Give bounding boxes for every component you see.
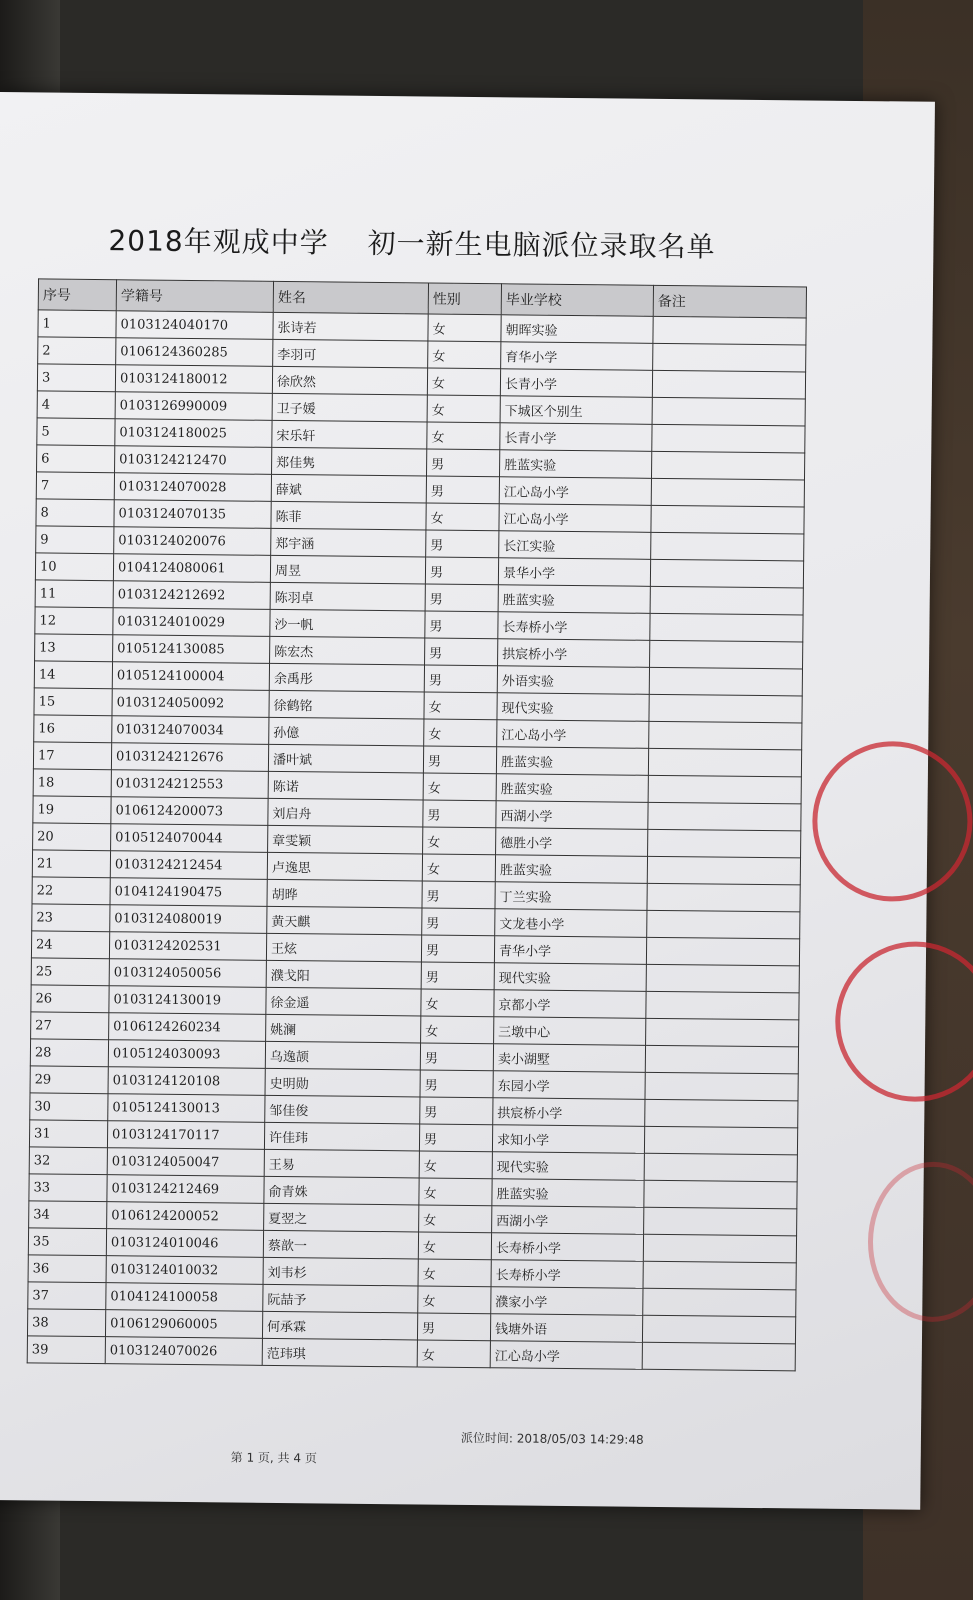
cell-name: 胡晔 [267,879,422,908]
cell-remarks [650,586,803,615]
cell-name: 王易 [264,1149,419,1178]
cell-gender: 男 [425,584,498,612]
header-student-id: 学籍号 [116,280,273,313]
cell-school: 长青小学 [500,423,652,452]
cell-seq: 36 [28,1255,106,1283]
cell-gender: 女 [417,1340,490,1368]
cell-gender: 女 [419,1151,492,1179]
header-school: 毕业学校 [501,284,653,317]
cell-remarks [644,1207,797,1236]
cell-student-id: 0105124130085 [113,635,270,664]
cell-school: 长寿桥小学 [491,1233,643,1262]
cell-school: 西湖小学 [492,1206,644,1235]
cell-gender: 女 [418,1259,491,1287]
cell-school: 求知小学 [492,1125,644,1154]
cell-student-id: 0103124170117 [107,1121,264,1150]
cell-gender: 女 [427,395,500,423]
cell-remarks [643,1234,796,1263]
cell-name: 刘启舟 [268,798,423,827]
cell-remarks [643,1261,796,1290]
cell-gender: 女 [419,1178,492,1206]
cell-student-id: 0103124130019 [109,986,266,1015]
cell-seq: 3 [37,364,115,392]
cell-gender: 女 [428,314,501,342]
cell-name: 何承霖 [262,1311,417,1340]
cell-seq: 31 [29,1120,107,1148]
cell-name: 陈诺 [268,771,423,800]
cell-school: 长寿桥小学 [491,1260,643,1289]
cell-seq: 5 [37,418,115,446]
cell-seq: 22 [32,877,110,905]
cell-seq: 33 [29,1174,107,1202]
cell-seq: 8 [36,499,114,527]
cell-name: 濮戈阳 [266,960,421,989]
cell-remarks [648,748,801,777]
cell-school: 江心岛小学 [497,720,649,749]
header-seq: 序号 [38,279,116,311]
document-page [0,92,935,1510]
cell-remarks [644,1153,797,1182]
cell-student-id: 0103124080019 [110,905,267,934]
cell-remarks [651,505,804,534]
official-seal [812,741,973,903]
cell-gender: 女 [421,989,494,1017]
cell-remarks [645,1099,798,1128]
cell-student-id: 0103124212553 [111,770,268,799]
cell-school: 胜蓝实验 [499,450,651,479]
cell-name: 邹佳俊 [265,1095,420,1124]
cell-name: 徐欣然 [272,366,427,395]
cell-remarks [646,1018,799,1047]
cell-school: 青华小学 [494,936,646,965]
cell-student-id: 0103124010029 [113,608,270,637]
cell-gender: 女 [423,773,496,801]
cell-student-id: 0103126990009 [115,392,272,421]
cell-remarks [650,559,803,588]
cell-seq: 29 [30,1066,108,1094]
cell-school: 卖小湖墅 [493,1044,645,1073]
cell-student-id: 0103124212470 [115,446,272,475]
cell-student-id: 0106124200073 [111,797,268,826]
cell-seq: 13 [35,634,113,662]
cell-seq: 34 [29,1201,107,1229]
cell-school: 东园小学 [493,1071,645,1100]
cell-name: 张诗若 [273,312,428,341]
cell-remarks [652,424,805,453]
cell-remarks [645,1045,798,1074]
cell-seq: 26 [31,985,109,1013]
cell-student-id: 0106124260234 [109,1013,266,1042]
cell-seq: 32 [29,1147,107,1175]
cell-gender: 男 [426,530,499,558]
cell-school: 丁兰实验 [495,882,647,911]
cell-name: 宋乐轩 [272,420,427,449]
cell-school: 胜蓝实验 [498,585,650,614]
cell-seq: 4 [37,391,115,419]
cell-seq: 28 [30,1039,108,1067]
cell-name: 阮喆予 [263,1284,418,1313]
cell-student-id: 0106129060005 [105,1310,262,1339]
cell-seq: 11 [35,580,113,608]
cell-gender: 女 [427,422,500,450]
cell-name: 沙一帆 [270,609,425,638]
cell-remarks [642,1315,795,1344]
cell-gender: 男 [427,449,500,477]
cell-school: 拱宸桥小学 [498,639,650,668]
cell-gender: 男 [420,1070,493,1098]
cell-student-id: 0104124190475 [110,878,267,907]
cell-gender: 女 [418,1232,491,1260]
cell-gender: 女 [422,854,495,882]
cell-school: 濮家小学 [491,1287,643,1316]
cell-gender: 男 [421,962,494,990]
cell-seq: 12 [35,607,113,635]
cell-name: 陈菲 [271,501,426,530]
cell-remarks [651,451,804,480]
cell-seq: 23 [32,904,110,932]
cell-school: 长江实验 [499,531,651,560]
cell-school: 长青小学 [500,369,652,398]
cell-student-id: 0105124100004 [112,662,269,691]
cell-gender: 男 [423,746,496,774]
cell-gender: 女 [423,827,496,855]
cell-student-id: 0106124200052 [107,1202,264,1231]
cell-name: 卫子媛 [272,393,427,422]
cell-remarks [652,370,805,399]
cell-school: 现代实验 [492,1152,644,1181]
cell-seq: 39 [27,1336,105,1364]
cell-student-id: 0104124100058 [106,1283,263,1312]
cell-remarks [643,1288,796,1317]
cell-student-id: 0103124212676 [111,743,268,772]
cell-name: 黄天麒 [267,906,422,935]
cell-gender: 女 [421,1016,494,1044]
cell-student-id: 0103124212454 [110,851,267,880]
cell-seq: 16 [34,715,112,743]
cell-school: 拱宸桥小学 [493,1098,645,1127]
cell-school: 江心岛小学 [499,477,651,506]
cell-gender: 男 [425,638,498,666]
cell-remarks [648,802,801,831]
cell-gender: 男 [419,1124,492,1152]
cell-student-id: 0103124040170 [116,311,273,340]
cell-remarks [648,829,801,858]
cell-student-id: 0103124050047 [107,1148,264,1177]
cell-seq: 17 [33,742,111,770]
cell-name: 郑宇涵 [271,528,426,557]
cell-student-id: 0103124202531 [109,932,266,961]
cell-name: 徐金遥 [266,987,421,1016]
cell-remarks [644,1126,797,1155]
cell-school: 育华小学 [501,342,653,371]
cell-name: 俞青姝 [264,1176,419,1205]
cell-remarks [650,613,803,642]
cell-gender: 女 [426,503,499,531]
cell-name: 章雯颖 [268,825,423,854]
cell-name: 刘韦杉 [263,1257,418,1286]
cell-remarks [649,721,802,750]
cell-seq: 35 [28,1228,106,1256]
cell-gender: 女 [424,692,497,720]
cell-student-id: 0105124030093 [108,1040,265,1069]
table-body [27,310,806,1371]
cell-remarks [651,478,804,507]
faded-seal [867,1161,973,1322]
cell-gender: 男 [422,908,495,936]
cell-seq: 15 [34,688,112,716]
cell-student-id: 0103124050056 [109,959,266,988]
cell-seq: 19 [33,796,111,824]
cell-gender: 女 [418,1286,491,1314]
header-name: 姓名 [273,281,428,314]
cell-school: 德胜小学 [496,828,648,857]
cell-seq: 14 [34,661,112,689]
cell-seq: 30 [30,1093,108,1121]
cell-remarks [646,991,799,1020]
cell-seq: 2 [38,337,116,365]
cell-seq: 10 [35,553,113,581]
cell-remarks [649,694,802,723]
cell-school: 江心岛小学 [499,504,651,533]
cell-name: 郑佳隽 [272,447,427,476]
cell-school: 京都小学 [494,990,646,1019]
cell-name: 陈宏杰 [270,636,425,665]
cell-student-id: 0105124130013 [108,1094,265,1123]
cell-remarks [646,937,799,966]
cell-school: 西湖小学 [496,801,648,830]
cell-name: 许佳玮 [264,1122,419,1151]
cell-student-id: 0103124212692 [113,581,270,610]
cell-student-id: 0103124070028 [114,473,271,502]
cell-remarks [647,856,800,885]
cell-seq: 21 [32,850,110,878]
cell-school: 文龙巷小学 [495,909,647,938]
cell-seq: 20 [33,823,111,851]
cell-gender: 男 [425,557,498,585]
cell-school: 胜蓝实验 [495,855,647,884]
cell-gender: 男 [424,665,497,693]
cell-name: 王炫 [266,933,421,962]
cell-student-id: 0103124070026 [105,1337,262,1366]
cell-student-id: 0103124010032 [106,1256,263,1285]
cell-seq: 7 [36,472,114,500]
draw-time: 派位时间: 2018/05/03 14:29:48 [460,1430,644,1447]
cell-remarks [647,910,800,939]
cell-name: 夏翌之 [264,1203,419,1232]
cell-gender: 女 [424,719,497,747]
cell-seq: 24 [31,931,109,959]
cell-gender: 男 [421,935,494,963]
cell-student-id: 0103124020076 [114,527,271,556]
cell-school: 胜蓝实验 [492,1179,644,1208]
cell-name: 薛斌 [271,474,426,503]
cell-name: 周昱 [270,555,425,584]
cell-remarks [645,1072,798,1101]
header-remarks: 备注 [653,285,806,318]
cell-student-id: 0103124010046 [106,1229,263,1258]
cell-name: 史明勋 [265,1068,420,1097]
admission-table [27,278,807,1371]
cell-name: 陈羽卓 [270,582,425,611]
cell-name: 孙億 [269,717,424,746]
cell-gender: 男 [426,476,499,504]
cell-name: 姚澜 [266,1014,421,1043]
cell-student-id: 0103124070034 [112,716,269,745]
cell-school: 景华小学 [498,558,650,587]
cell-student-id: 0103124180025 [115,419,272,448]
cell-remarks [653,316,806,345]
cell-name: 潘叶斌 [268,744,423,773]
cell-name: 余禹彤 [269,663,424,692]
cell-name: 蔡歆一 [263,1230,418,1259]
cell-gender: 女 [419,1205,492,1233]
cell-school: 外语实验 [497,666,649,695]
cell-school: 下城区个别生 [500,396,652,425]
cell-gender: 男 [417,1313,490,1341]
cell-remarks [648,775,801,804]
cell-gender: 男 [422,881,495,909]
cell-school: 江心岛小学 [490,1341,642,1370]
cell-seq: 1 [38,310,116,338]
cell-gender: 女 [428,341,501,369]
cell-name: 徐鹤铭 [269,690,424,719]
cell-student-id: 0103124120108 [108,1067,265,1096]
cell-student-id: 0103124050092 [112,689,269,718]
cell-name: 乌逸颉 [265,1041,420,1070]
cell-student-id: 0106124360285 [116,338,273,367]
cell-student-id: 0105124070044 [111,824,268,853]
cell-seq: 27 [31,1012,109,1040]
cell-gender: 男 [420,1097,493,1125]
cell-remarks [652,397,805,426]
cell-remarks [647,883,800,912]
cell-seq: 18 [33,769,111,797]
cell-school: 三墩中心 [494,1017,646,1046]
cell-seq: 6 [37,445,115,473]
cell-student-id: 0104124080061 [113,554,270,583]
cell-school: 胜蓝实验 [496,774,648,803]
cell-remarks [649,667,802,696]
cell-school: 钱塘外语 [490,1314,642,1343]
official-seal-2 [834,941,973,1103]
cell-student-id: 0103124180012 [115,365,272,394]
cell-school: 胜蓝实验 [496,747,648,776]
cell-remarks [653,343,806,372]
cell-remarks [644,1180,797,1209]
cell-school: 朝晖实验 [501,315,653,344]
cell-school: 长寿桥小学 [498,612,650,641]
cell-seq: 9 [36,526,114,554]
cell-name: 范玮琪 [262,1338,417,1367]
cell-remarks [642,1342,795,1371]
cell-gender: 男 [425,611,498,639]
document-title: 2018年观成中学 初一新生电脑派位录取名单 [108,224,716,264]
page-indicator: 第 1 页, 共 4 页 [230,1450,317,1466]
header-gender: 性别 [428,283,501,315]
cell-student-id: 0103124212469 [107,1175,264,1204]
cell-name: 卢逸思 [267,852,422,881]
cell-gender: 男 [420,1043,493,1071]
cell-remarks [651,532,804,561]
cell-gender: 女 [427,368,500,396]
cell-seq: 38 [27,1309,105,1337]
cell-remarks [646,964,799,993]
cell-remarks [650,640,803,669]
cell-school: 现代实验 [497,693,649,722]
cell-seq: 25 [31,958,109,986]
cell-school: 现代实验 [494,963,646,992]
cell-name: 李羽可 [273,339,428,368]
cell-seq: 37 [28,1282,106,1310]
cell-gender: 男 [423,800,496,828]
cell-student-id: 0103124070135 [114,500,271,529]
